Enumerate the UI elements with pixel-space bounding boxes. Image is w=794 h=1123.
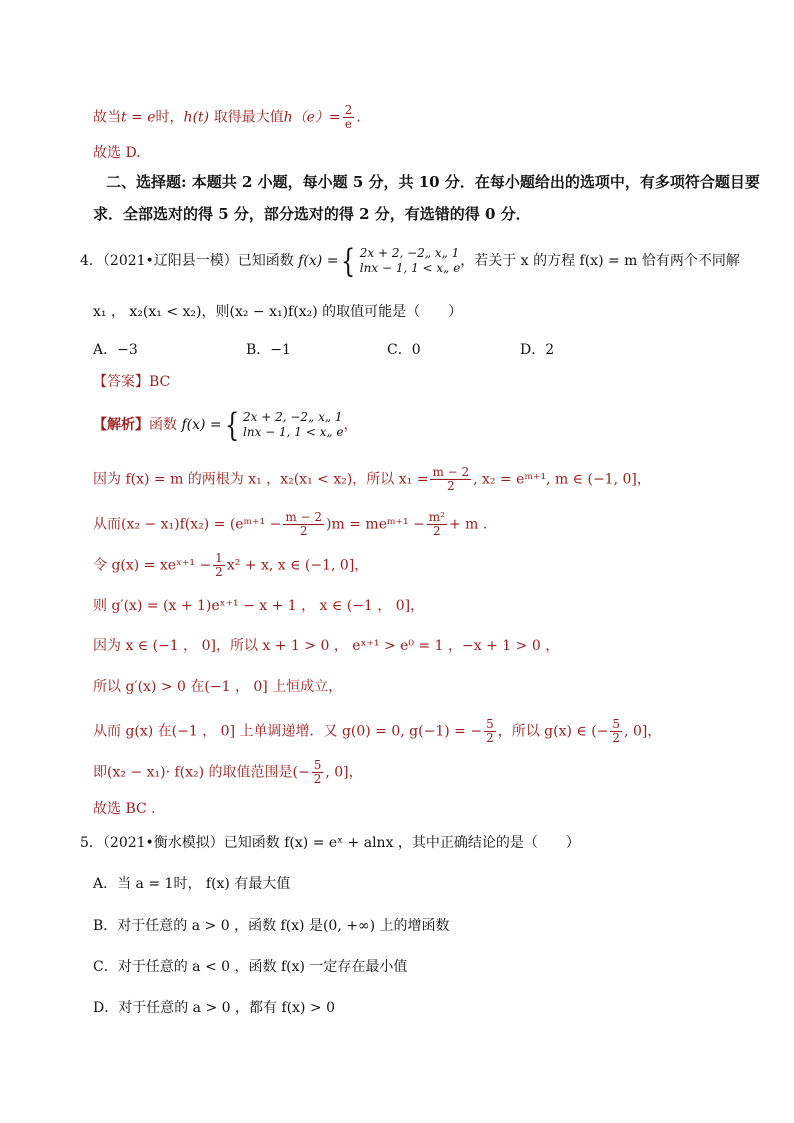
choose-d-line: 故选 D. <box>93 145 141 161</box>
question-5-option-c: C．对于任意的 a < 0 ，函数 f(x) 一定存在最小值 <box>93 959 408 975</box>
question-5-stem: 5．（2021•衡水模拟）已知函数 f(x) = eˣ + alnx ，其中正确结论的是（ ） <box>80 835 580 851</box>
step-5: 因为 x ∈ (−1 ， 0]，所以 x + 1 > 0 ， eˣ⁺¹ > e⁰ = 1 ，−x + 1 > 0 ， <box>93 638 560 654</box>
question-4-line2: x₁ ， x₂(x₁ < x₂)，则(x₂ − x₁)f(x₂) 的取值可能是（ ） <box>93 304 463 320</box>
step-8 <box>93 759 363 786</box>
section-heading-line1: 二、选择题: 本题共 2 小题，每小题 5 分，共 10 分．在每小题给出的选项中，有多项符合题目要 <box>106 173 760 191</box>
question-5-option-a: A．当 a = 1时， f(x) 有最大值 <box>93 876 291 892</box>
text: 时， <box>155 109 184 126</box>
math: h(t) <box>183 109 210 126</box>
text: 取得最大值 <box>209 109 284 126</box>
fraction-denominator: 2 <box>612 731 621 745</box>
case-1: 2x + 2, −2„ x„ 1 <box>359 246 460 260</box>
text: 令 g(x) = xeˣ⁺¹ − <box>93 557 212 574</box>
fraction-numerator: 5 <box>612 717 621 731</box>
text: . <box>356 109 361 126</box>
math: h（e）= <box>283 109 341 126</box>
text: )m = meᵐ⁺¹ − <box>326 516 425 533</box>
text: , x₂ = eᵐ⁺¹, m ∈ (−1, 0]， <box>473 471 651 488</box>
text: 故当 <box>93 109 121 126</box>
option-d: D．2 <box>520 342 555 358</box>
text: , 0]， <box>624 723 662 740</box>
fraction-denominator: 2 <box>433 524 441 538</box>
fraction-numerator: 1 <box>215 551 223 565</box>
option-b: B．−1 <box>246 342 291 358</box>
text: 因为 f(x) = m 的两根为 x₁ ，x₂(x₁ < x₂)，所以 x₁ = <box>93 471 429 488</box>
section-heading-line2: 求．全部选对的得 5 分，部分选对的得 2 分，有选错的得 0 分． <box>93 205 531 223</box>
answer-line: 【答案】BC <box>93 374 171 390</box>
fraction-numerator: m − 2 <box>432 465 470 479</box>
piecewise-function <box>222 406 344 444</box>
text: + m . <box>448 516 488 533</box>
fraction-numerator: 5 <box>313 758 322 772</box>
fraction-numerator: m − 2 <box>285 510 323 524</box>
fraction-denominator: 2 <box>215 565 223 579</box>
fraction-denominator: 2 <box>299 524 308 538</box>
conclusion-line <box>93 104 361 131</box>
fraction-numerator: 2 <box>344 103 353 117</box>
text: , 0]， <box>325 764 363 781</box>
step-1 <box>93 466 651 493</box>
question-5-option-b: B．对于任意的 a > 0 ，函数 f(x) 是(0, +∞) 上的增函数 <box>93 918 450 934</box>
text: 从而(x₂ − x₁)f(x₂) = (eᵐ⁺¹ − <box>93 516 282 533</box>
text: 4．（2021•辽阳县一模）已知函数 <box>80 253 294 269</box>
case-2: lnx − 1, 1 < x„ e <box>359 261 461 275</box>
math: f(x) = <box>181 417 222 433</box>
piecewise-function <box>338 242 461 280</box>
text: 即(x₂ − x₁)· f(x₂) 的取值范围是(− <box>93 764 310 781</box>
fraction-denominator: 2 <box>446 479 455 493</box>
explanation-label: 【解析】 <box>93 417 149 433</box>
option-a: A．−3 <box>93 342 138 358</box>
text: ，所以 g(x) ∈ (− <box>497 723 609 740</box>
step-2 <box>93 511 487 538</box>
math: f(x) = <box>298 253 339 269</box>
step-6: 所以 g′(x) > 0 在(−1 ， 0] 上恒成立， <box>93 679 343 695</box>
question-4-stem <box>80 244 740 278</box>
fraction-numerator: m² <box>428 510 445 524</box>
fraction-numerator: 5 <box>486 717 494 731</box>
text: 从而 g(x) 在(−1 ， 0] 上单调递增．又 g(0) = 0, g(−1) = − <box>93 723 483 740</box>
question-5-option-d: D．对于任意的 a > 0 ，都有 f(x) > 0 <box>93 1000 335 1016</box>
fraction <box>343 104 355 131</box>
fraction-denominator: e <box>344 117 352 131</box>
option-c: C．0 <box>387 342 421 358</box>
fraction-denominator: 2 <box>486 731 494 745</box>
case-2: lnx − 1, 1 < x„ e <box>243 425 344 439</box>
brace-icon: { <box>224 406 239 444</box>
text: 函数 <box>149 417 177 433</box>
text: ，若关于 x 的方程 f(x) = m 恰有两个不同解 <box>460 253 740 269</box>
explanation-header <box>93 408 358 442</box>
case-1: 2x + 2, −2„ x„ 1 <box>243 410 343 424</box>
text: ， <box>343 417 358 433</box>
brace-icon: { <box>341 242 356 280</box>
text: x² + x, x ∈ (−1, 0]， <box>226 557 369 574</box>
step-9: 故选 BC . <box>93 801 156 817</box>
fraction-denominator: 2 <box>313 772 322 786</box>
math: t = e <box>121 109 156 126</box>
step-7 <box>93 718 661 745</box>
step-4: 则 g′(x) = (x + 1)eˣ⁺¹ − x + 1 ， x ∈ (−1 ， 0]， <box>93 598 425 614</box>
step-3 <box>93 552 368 579</box>
